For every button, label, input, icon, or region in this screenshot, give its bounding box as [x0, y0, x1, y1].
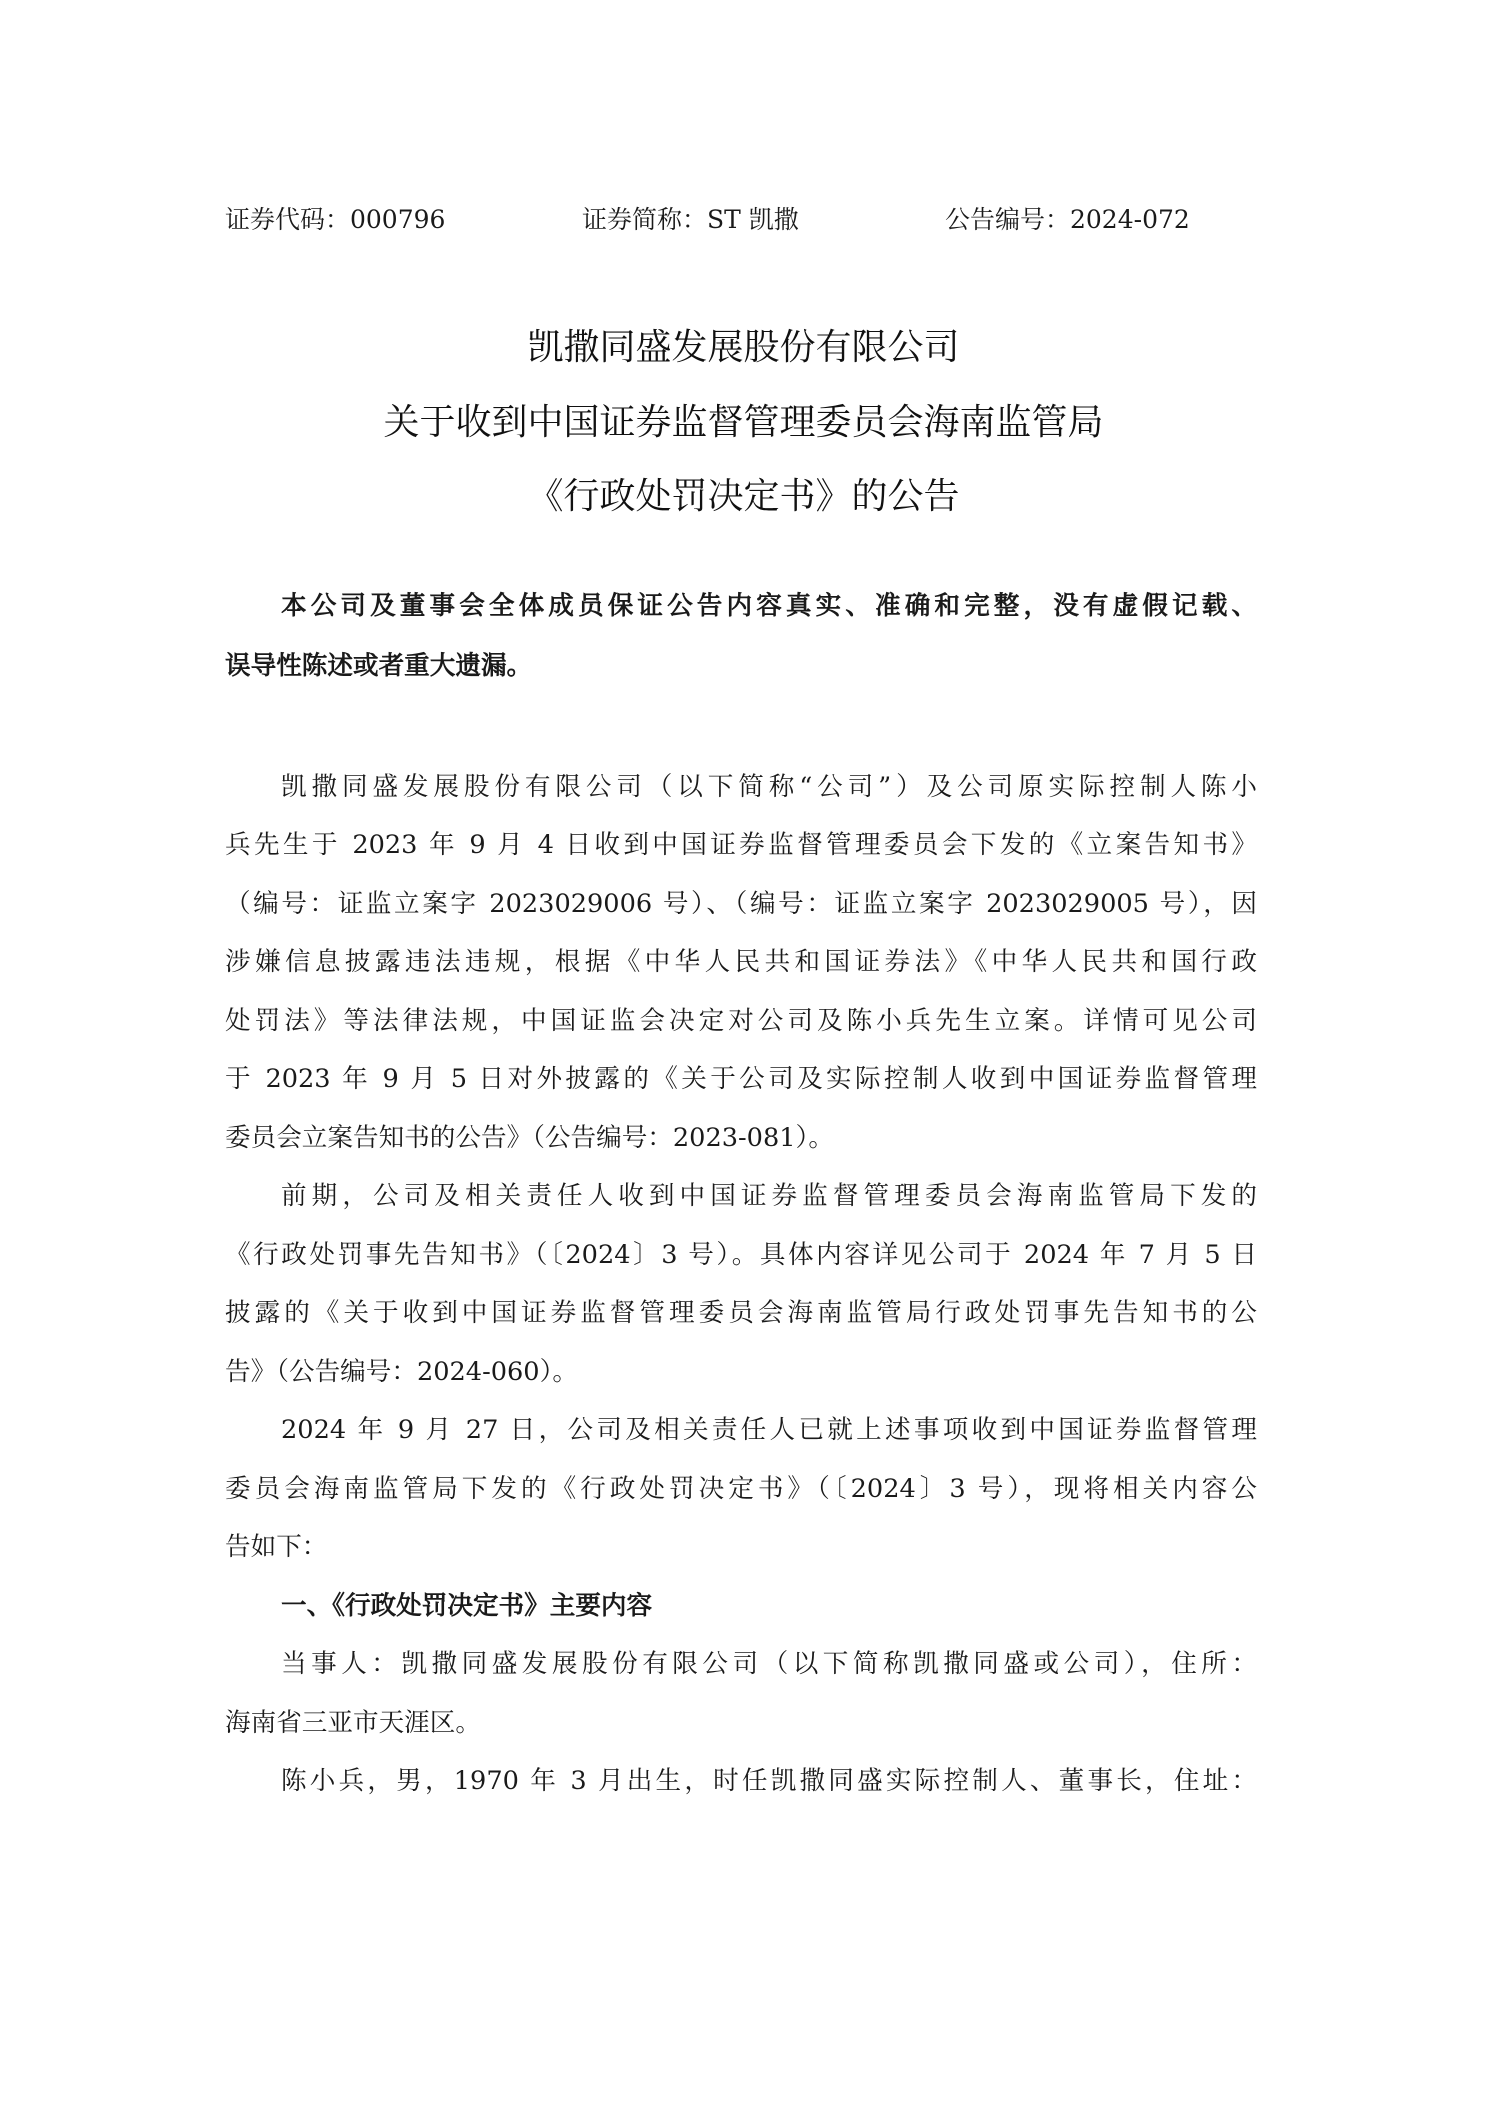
board-statement-line-1: 本公司及董事会全体成员保证公告内容真实、准确和完整，没有虚假记载、 [281, 591, 1257, 621]
paragraph-4-line: 当事人：凯撒同盛发展股份有限公司（以下简称凯撒同盛或公司），住所： [281, 1649, 1257, 1679]
paragraph-1-line: 兵先生于 2023 年 9 月 4 日收到中国证券监督管理委员会下发的《立案告知书》 [225, 830, 1257, 860]
paragraph-1-line: 涉嫌信息披露违法违规，根据《中华人民共和国证券法》《中华人民共和国行政 [225, 947, 1257, 977]
paragraph-5-line: 陈小兵，男，1970 年 3 月出生，时任凯撒同盛实际控制人、董事长，住址： [281, 1766, 1257, 1796]
title-subject: 关于收到中国证券监督管理委员会海南监管局 [383, 402, 1104, 443]
paragraph-2-line: 告》（公告编号：2024-060）。 [225, 1357, 578, 1387]
paragraph-2-line: 披露的《关于收到中国证券监督管理委员会海南监管局行政处罚事先告知书的公 [225, 1298, 1257, 1328]
paragraph-1-line: （编号：证监立案字 2023029006 号）、（编号：证监立案字 2023029005 号），因 [225, 889, 1257, 919]
paragraph-2-line: 《行政处罚事先告知书》（〔2024〕3 号）。具体内容详见公司于 2024 年 7 月 5 日 [225, 1240, 1257, 1270]
title-document: 《行政处罚决定书》的公告 [527, 476, 960, 517]
paragraph-1-line: 处罚法》等法律法规，中国证监会决定对公司及陈小兵先生立案。详情可见公司 [225, 1006, 1257, 1036]
announcement-number: 公告编号：2024-072 [945, 205, 1190, 234]
title-company: 凯撒同盛发展股份有限公司 [527, 327, 960, 368]
announcement-header [225, 200, 1265, 240]
paragraph-1-line: 委员会立案告知书的公告》（公告编号：2023-081）。 [225, 1123, 834, 1153]
paragraph-3-line: 告如下： [225, 1532, 328, 1562]
paragraph-3-line: 委员会海南监管局下发的《行政处罚决定书》（〔2024〕3 号），现将相关内容公 [225, 1474, 1257, 1504]
paragraph-4-line: 海南省三亚市天涯区。 [225, 1708, 481, 1738]
board-statement-line-2: 误导性陈述或者重大遗漏。 [225, 651, 533, 681]
paragraph-1-line: 凯撒同盛发展股份有限公司（以下简称“公司”）及公司原实际控制人陈小 [281, 772, 1257, 802]
paragraph-2-line: 前期，公司及相关责任人收到中国证券监督管理委员会海南监管局下发的 [281, 1181, 1257, 1211]
section-heading: 一、《行政处罚决定书》主要内容 [281, 1591, 653, 1621]
security-abbreviation: 证券简称：ST 凯撒 [582, 205, 799, 234]
paragraph-1-line: 于 2023 年 9 月 5 日对外披露的《关于公司及实际控制人收到中国证券监督管理 [225, 1064, 1257, 1094]
paragraph-3-line: 2024 年 9 月 27 日，公司及相关责任人已就上述事项收到中国证券监督管理 [281, 1415, 1257, 1445]
security-code: 证券代码：000796 [225, 205, 446, 234]
